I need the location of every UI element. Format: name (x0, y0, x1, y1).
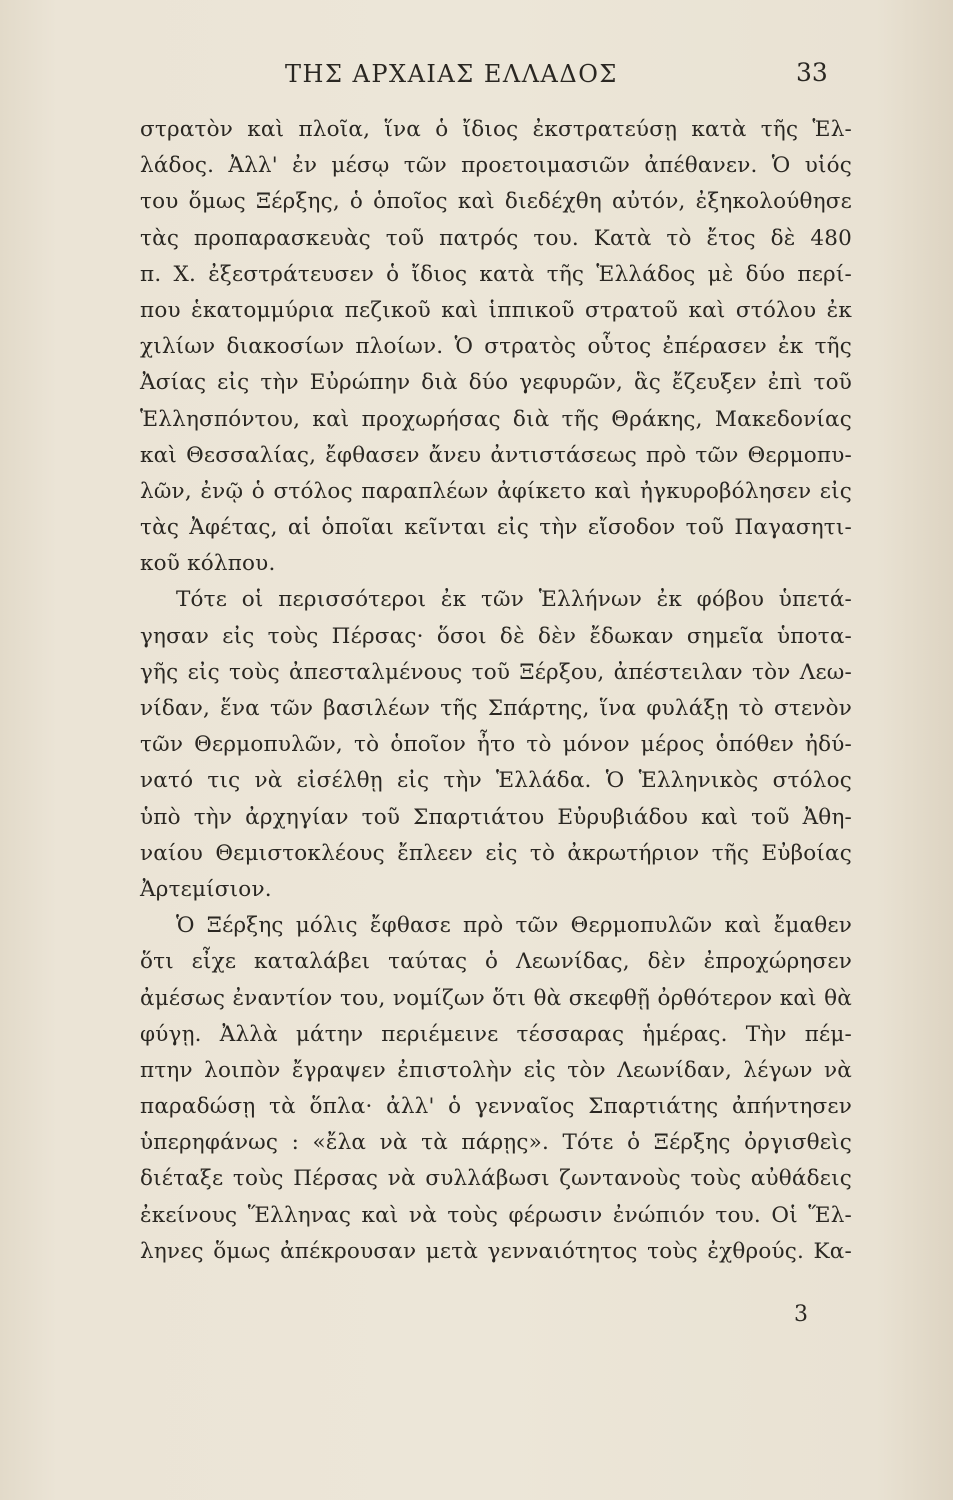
text-line: Ἑλλησπόντου, καὶ προχωρήσας διὰ τῆς Θράκης, Μακεδονίας (140, 406, 852, 432)
paragraph-end-line: κοῦ κόλπου. (140, 551, 276, 577)
paragraph-start-line: Ὁ Ξέρξης μόλις ἔφθασε πρὸ τῶν Θερμοπυλῶν καὶ ἔμαθεν (176, 913, 852, 939)
text-line: λάδος. Ἀλλ' ἐν μέσῳ τῶν προετοιμασιῶν ἀπέθανεν. Ὁ υἱός (140, 153, 852, 179)
text-line: λῶν, ἐνῷ ὁ στόλος παραπλέων ἀφίκετο καὶ ἠγκυροβόλησεν εἰς (140, 478, 852, 504)
text-line: του ὅμως Ξέρξης, ὁ ὁποῖος καὶ διεδέχθη αὐτόν, ἐξηκολούθησε (140, 189, 852, 215)
paragraph-start-line: Τότε οἱ περισσότεροι ἐκ τῶν Ἑλλήνων ἐκ φόβου ὑπετά- (176, 587, 852, 613)
running-title: ΤΗΣ ΑΡΧΑΙΑΣ ΕΛΛΑΔΟΣ (285, 60, 618, 88)
paragraph-end-line: Ἀρτεμίσιον. (140, 876, 272, 902)
text-line: π. Χ. ἐξεστράτευσεν ὁ ἴδιος κατὰ τῆς Ἑλλάδος μὲ δύο περί- (140, 261, 852, 287)
text-line: ὑπὸ τὴν ἀρχηγίαν τοῦ Σπαρτιάτου Εὐρυβιάδου καὶ τοῦ Ἀθη- (140, 804, 852, 830)
text-line: τὰς Ἀφέτας, αἱ ὁποῖαι κεῖνται εἰς τὴν εἴσοδον τοῦ Παγασητι- (140, 515, 852, 541)
text-line: καὶ Θεσσαλίας, ἔφθασεν ἄνευ ἀντιστάσεως πρὸ τῶν Θερμοπυ- (140, 442, 852, 468)
text-line: ληνες ὅμως ἀπέκρουσαν μετὰ γενναιότητος τοὺς ἐχθρούς. Κα- (140, 1238, 852, 1264)
text-line: Ἀσίας εἰς τὴν Εὐρώπην διὰ δύο γεφυρῶν, ἃς ἔζευξεν ἐπὶ τοῦ (140, 370, 852, 396)
text-line: ὑπερηφάνως : «ἔλα νὰ τὰ πάρῃς». Τότε ὁ Ξέρξης ὀργισθεὶς (140, 1130, 852, 1156)
text-line: διέταξε τοὺς Πέρσας νὰ συλλάβωσι ζωντανοὺς τοὺς αὐθάδεις (140, 1166, 852, 1192)
page-header (0, 60, 953, 100)
text-line: στρατὸν καὶ πλοῖα, ἵνα ὁ ἴδιος ἐκστρατεύσῃ κατὰ τῆς Ἑλ- (140, 117, 852, 142)
signature-mark: 3 (794, 1302, 808, 1327)
text-line: ναίου Θεμιστοκλέους ἔπλεεν εἰς τὸ ἀκρωτήριον τῆς Εὐβοίας (140, 840, 852, 866)
text-line: νίδαν, ἕνα τῶν βασιλέων τῆς Σπάρτης, ἵνα φυλάξῃ τὸ στενὸν (140, 696, 852, 721)
text-line: χιλίων διακοσίων πλοίων. Ὁ στρατὸς οὗτος ἐπέρασεν ἐκ τῆς (140, 334, 852, 360)
text-line: γησαν εἰς τοὺς Πέρσας· ὅσοι δὲ δὲν ἔδωκαν σημεῖα ὑποτα- (140, 623, 852, 649)
body-text (140, 112, 852, 1270)
text-line: φύγῃ. Ἀλλὰ μάτην περιέμεινε τέσσαρας ἡμέρας. Τὴν πέμ- (140, 1021, 852, 1047)
text-line: που ἑκατομμύρια πεζικοῦ καὶ ἱππικοῦ στρατοῦ καὶ στόλου ἐκ (140, 297, 852, 323)
text-line: τὰς προπαρασκευὰς τοῦ πατρός του. Κατὰ τὸ ἔτος δὲ 480 (140, 225, 852, 251)
text-line: ἐκείνους Ἕλληνας καὶ νὰ τοὺς φέρωσιν ἐνώπιόν του. Οἱ Ἕλ- (140, 1202, 852, 1228)
text-line: παραδώσῃ τὰ ὅπλα· ἀλλ' ὁ γενναῖος Σπαρτιάτης ἀπήντησεν (140, 1094, 852, 1120)
text-line: νατό τις νὰ εἰσέλθῃ εἰς τὴν Ἑλλάδα. Ὁ Ἑλληνικὸς στόλος (140, 768, 852, 794)
page-number: 33 (796, 58, 828, 87)
text-line: ἀμέσως ἐναντίον του, νομίζων ὅτι θὰ σκεφθῇ ὀρθότερον καὶ θὰ (140, 985, 852, 1011)
text-line: πτην λοιπὸν ἔγραψεν ἐπιστολὴν εἰς τὸν Λεωνίδαν, λέγων νὰ (140, 1057, 852, 1083)
text-line: γῆς εἰς τοὺς ἀπεσταλμένους τοῦ Ξέρξου, ἀπέστειλαν τὸν Λεω- (140, 659, 852, 685)
text-line: ὅτι εἶχε καταλάβει ταύτας ὁ Λεωνίδας, δὲν ἐπροχώρησεν (140, 949, 852, 975)
text-line: τῶν Θερμοπυλῶν, τὸ ὁποῖον ἦτο τὸ μόνον μέρος ὁπόθεν ἠδύ- (140, 732, 852, 758)
